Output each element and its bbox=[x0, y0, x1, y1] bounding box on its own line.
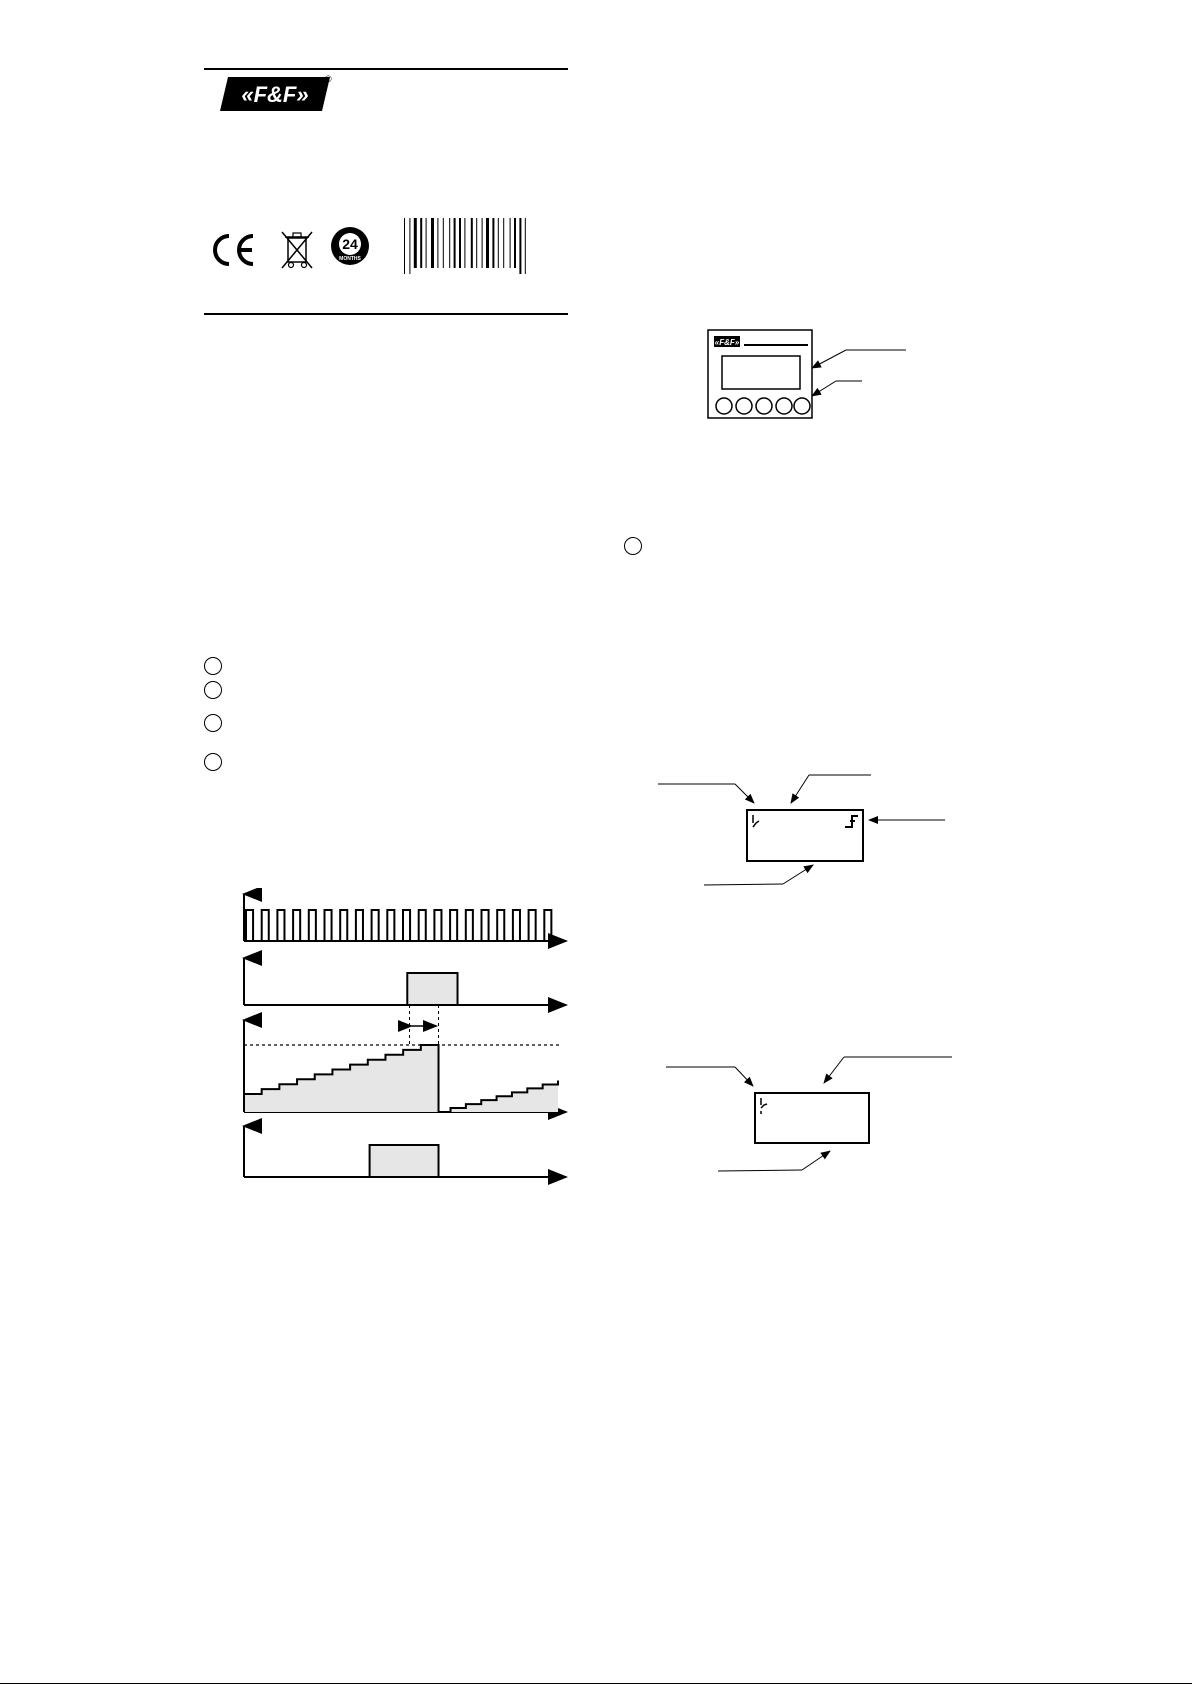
barcode-bar bbox=[459, 218, 461, 268]
header-bottom-rule bbox=[204, 313, 568, 315]
warranty-number: 24 bbox=[342, 236, 358, 252]
barcode-bar bbox=[431, 218, 434, 268]
barcode-bar bbox=[454, 218, 456, 268]
top-rule bbox=[204, 68, 568, 70]
barcode-bar bbox=[420, 218, 422, 268]
barcode-bar bbox=[486, 218, 489, 268]
brand-logo-text: «F&F» bbox=[241, 82, 309, 107]
list-marker-right bbox=[624, 537, 642, 555]
list-marker-1 bbox=[204, 657, 222, 675]
warranty-24-months-icon bbox=[330, 226, 370, 271]
barcode-bar bbox=[471, 218, 473, 268]
barcode-bar bbox=[525, 218, 526, 274]
barcode-bar bbox=[510, 218, 511, 268]
barcode-bar bbox=[498, 218, 499, 268]
barcode-bar bbox=[514, 218, 516, 268]
list-marker-4 bbox=[204, 753, 222, 771]
barcode-bar bbox=[476, 218, 477, 268]
barcode-bar bbox=[503, 218, 504, 268]
barcode-bar bbox=[464, 218, 465, 268]
list-marker-3 bbox=[204, 714, 222, 732]
barcode-bar bbox=[443, 218, 444, 268]
brand-logo bbox=[220, 77, 330, 111]
list-marker-2 bbox=[204, 681, 222, 699]
clock-pulse-train bbox=[244, 910, 558, 941]
counter-area-1 bbox=[244, 1045, 439, 1112]
barcode-icon bbox=[402, 218, 558, 279]
timing-chart-group bbox=[244, 894, 566, 1177]
barcode-bar bbox=[409, 218, 410, 274]
barcode-bar bbox=[482, 218, 483, 268]
device-front-view bbox=[700, 326, 920, 431]
output-pulse bbox=[370, 1145, 439, 1177]
warranty-months-label: MONTHS bbox=[339, 256, 361, 262]
display-detail-2 bbox=[660, 1045, 960, 1190]
device-logo-text: «F&F» bbox=[714, 338, 740, 347]
page-bottom-rule bbox=[0, 1683, 1192, 1684]
barcode-bar bbox=[404, 218, 405, 274]
display-detail-1 bbox=[655, 765, 955, 905]
barcode-bar bbox=[437, 218, 438, 268]
barcode-bar bbox=[426, 218, 427, 268]
registered-mark: ® bbox=[325, 74, 332, 84]
input-pulse bbox=[407, 973, 457, 1005]
barcode-bar bbox=[449, 218, 450, 268]
weee-bin-icon bbox=[279, 228, 315, 275]
barcode-bar bbox=[492, 218, 494, 268]
barcode-bar bbox=[414, 218, 417, 268]
timing-diagram bbox=[230, 888, 570, 1198]
ce-mark-icon bbox=[209, 230, 257, 275]
barcode-bar bbox=[519, 218, 521, 274]
